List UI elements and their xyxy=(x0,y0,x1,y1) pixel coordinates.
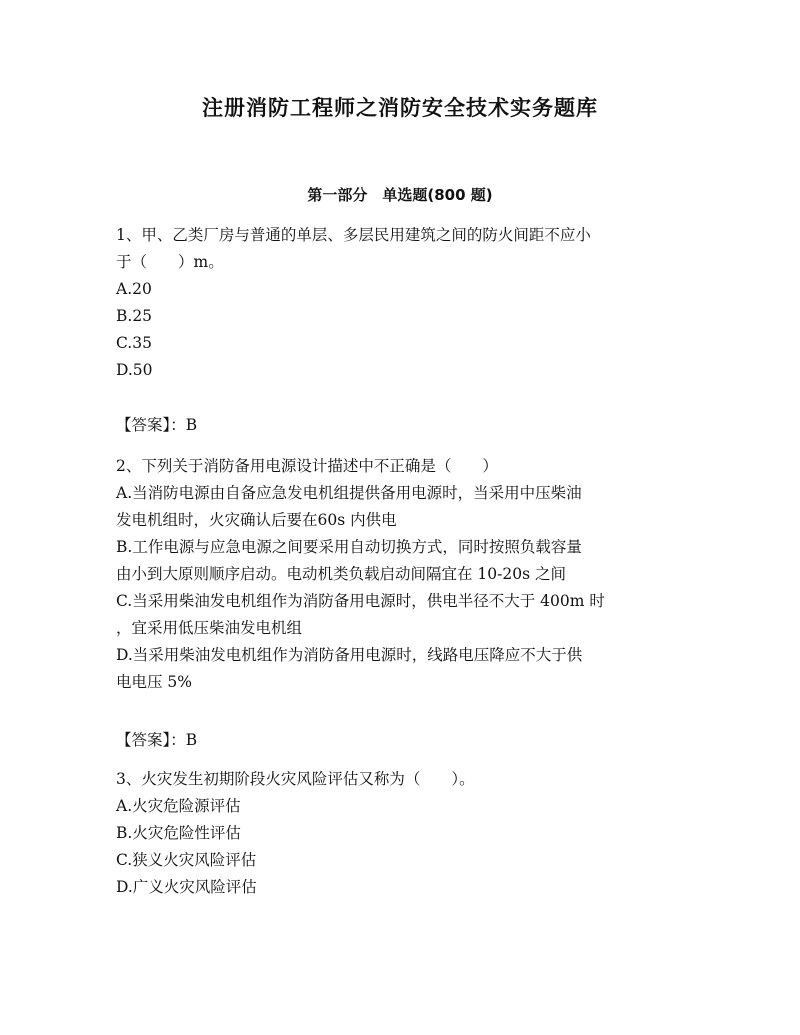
option-d: D.50 xyxy=(116,361,153,379)
option-b: B.25 xyxy=(116,307,153,325)
question-1 xyxy=(116,222,686,384)
question-stem-line: 3、火灾发生初期阶段火灾风险评估又称为（ ）。 xyxy=(116,770,475,788)
option-a-line-1: A.当消防电源由自备应急发电机组提供备用电源时，当采用中压柴油 xyxy=(116,484,582,502)
option-b: B.火灾危险性评估 xyxy=(116,824,241,842)
question-3 xyxy=(116,766,686,901)
question-stem-line: 2、下列关于消防备用电源设计描述中不正确是（ ） xyxy=(116,457,498,475)
answer-2: 【答案】：B xyxy=(116,731,198,749)
option-c: C.35 xyxy=(116,334,152,352)
section-heading: 第一部分 单选题(800 题) xyxy=(307,186,493,204)
question-stem-line: 于（ ）m。 xyxy=(116,253,224,271)
option-d: D.广义火灾风险评估 xyxy=(116,878,257,896)
question-2 xyxy=(116,453,686,696)
document-title: 注册消防工程师之消防安全技术实务题库 xyxy=(202,96,598,120)
option-d-line-1: D.当采用柴油发电机组作为消防备用电源时，线路电压降应不大于供 xyxy=(116,646,583,664)
option-a-line-2: 发电机组时，火灾确认后要在60s 内供电 xyxy=(116,511,397,529)
option-a: A.火灾危险源评估 xyxy=(116,797,241,815)
answer-1: 【答案】：B xyxy=(116,416,198,434)
option-b-line-2: 由小到大原则顺序启动。电动机类负载启动间隔宜在 10-20s 之间 xyxy=(116,565,566,583)
option-c-line-1: C.当采用柴油发电机组作为消防备用电源时，供电半径不大于 400m 时 xyxy=(116,592,605,610)
option-b-line-1: B.工作电源与应急电源之间要采用自动切换方式，同时按照负载容量 xyxy=(116,538,582,556)
question-stem-line: 1、甲、乙类厂房与普通的单层、多层民用建筑之间的防火间距不应小 xyxy=(116,226,591,244)
option-c: C.狭义火灾风险评估 xyxy=(116,851,257,869)
option-d-line-2: 电电压 5% xyxy=(116,673,193,691)
option-a: A.20 xyxy=(116,280,152,298)
option-c-line-2: ，宜采用低压柴油发电机组 xyxy=(116,619,303,637)
